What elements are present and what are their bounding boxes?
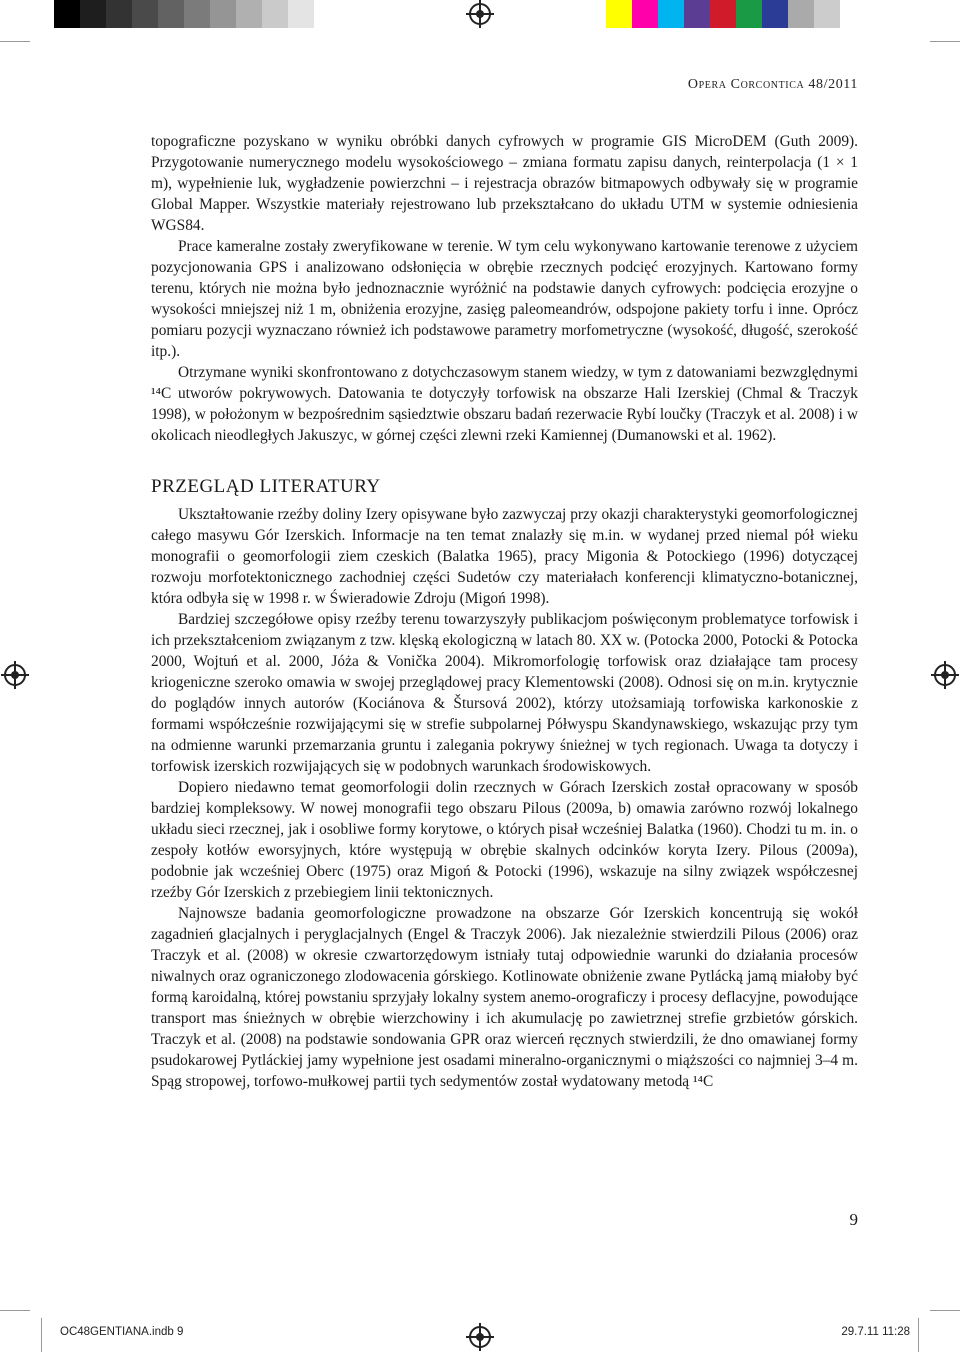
paragraph: Dopiero niedawno temat geomorfologii dolin rzecznych w Górach Izerskich został opracowany w sposób bardziej kompleksowy. W nowej monografii tego obszaru Pilous (2009a, b) omawia zarówno rozwój lokalnego układu sieci rzecznej, jak i osobliwe formy korytowe, o których pisał wcześniej Balatka (1960). Chodzi tu m. in. o zespoły kotłów eworsyjnych, które występują w obrębie skalnych odcinków koryta Izery. Pilous (2009a), podobnie jak wcześniej Oberc (1975) oraz Migoń & Potocki (1996), wskazuje na silny związek współczesnej rzeźby Gór Izerskich z przebiegiem linii tektonicznych. bbox=[151, 779, 858, 901]
color-swatch bbox=[814, 0, 840, 28]
crop-mark-bottom-left-vertical bbox=[41, 1318, 42, 1352]
gray-calibration-bar bbox=[54, 0, 314, 28]
registration-mark-right-icon bbox=[934, 664, 956, 686]
gray-swatch bbox=[262, 0, 288, 28]
color-swatch bbox=[710, 0, 736, 28]
paragraph: Prace kameralne zostały zweryfikowane w terenie. W tym celu wykonywano kartowanie terenowe z użyciem pozycjonowania GPS i analizowano odsłonięcia w obrębie rzecznych podcięć erozyjnych. Kartowano formy terenu, których nie można było jednoznacznie wyróżnić na podstawie danych cyfrowych: podcięcia erozyjne o wysokości mniejszej niż 1 m, obniżenia erozyjne, zasięg paleomeandrów, odspojone pakiety torfu i inne. Oprócz pomiaru pozycji wyznaczano również ich podstawowe parametry morfometryczne (wysokość, długość, szerokość itp.). bbox=[151, 238, 858, 360]
color-swatch bbox=[762, 0, 788, 28]
color-swatch bbox=[606, 0, 632, 28]
crop-mark-bottom-left bbox=[0, 1310, 30, 1311]
gray-swatch bbox=[210, 0, 236, 28]
gray-swatch bbox=[236, 0, 262, 28]
crop-mark-top-left bbox=[0, 41, 30, 42]
registration-mark-left-icon bbox=[4, 664, 26, 686]
gray-swatch bbox=[132, 0, 158, 28]
gray-swatch bbox=[288, 0, 314, 28]
registration-mark-bottom-icon bbox=[469, 1326, 491, 1348]
color-swatch bbox=[736, 0, 762, 28]
slug-datetime: 29.7.11 11:28 bbox=[841, 1326, 910, 1338]
gray-swatch bbox=[184, 0, 210, 28]
paragraph: Otrzymane wyniki skonfrontowano z dotychczasowym stanem wiedzy, w tym z datowaniami bezwzględnymi ¹⁴C utworów pokrywowych. Datowania te dotyczyły torfowisk na obszarze Hali Izerskiej (Chmal & Traczyk 1998), w położonym w bezpośrednim sąsiedztwie obszaru badań rezerwacie Rybí loučky (Traczyk et al. 2008) i w okolicach nieodległych Jakuszyc, w górnej części zlewni rzeki Kamiennej (Dumanowski et al. 1962). bbox=[151, 364, 858, 444]
color-swatch bbox=[684, 0, 710, 28]
gray-swatch bbox=[80, 0, 106, 28]
section-title: PRZEGLĄD LITERATURY bbox=[151, 476, 381, 497]
paragraph: Bardziej szczegółowe opisy rzeźby terenu towarzyszyły publikacjom poświęconym problematyce torfowisk i ich przekształceniom związanym z tzw. klęską ekologiczną w latach 80. XX w. (Potocka 2000, Potocki & Potocka 2000, Wojtuń et al. 2000, Jóża & Vonička 2004). Mikromorfologię torfowisk oraz działające tam procesy kriogeniczne szeroko omawia w swojej przeglądowej pracy Klementowski (2008). Odnosi się on m.in. krytycznie do poglądów innych autorów (Kociánova & Štursová 2002), którzy utożsamiają torfowiska karkonoskie z formami współcześnie rozwijającymi się w strefie subpolarnej Półwyspu Skandynawskiego, wskazując przy tym na odmienne warunki przemarzania gruntu i zalegania pokrywy śnieżnej w tych regionach. Uwaga ta dotyczy i torfowisk izerskich rozwijających się w podobnych warunkach środowiskowych. bbox=[151, 611, 858, 775]
gray-swatch bbox=[106, 0, 132, 28]
body-text bbox=[151, 131, 858, 1092]
crop-mark-bottom-right bbox=[930, 1310, 960, 1311]
crop-mark-bottom-right-vertical bbox=[918, 1318, 919, 1352]
gray-swatch bbox=[158, 0, 184, 28]
slug-file-name: OC48GENTIANA.indb 9 bbox=[60, 1326, 184, 1338]
color-calibration-bar bbox=[606, 0, 840, 28]
color-swatch bbox=[658, 0, 684, 28]
gray-swatch bbox=[54, 0, 80, 28]
page-number: 9 bbox=[849, 1210, 858, 1229]
registration-mark-top-icon bbox=[469, 3, 491, 25]
running-head: Opera Corcontica 48/2011 bbox=[687, 77, 858, 92]
color-swatch bbox=[632, 0, 658, 28]
crop-mark-top-right bbox=[930, 41, 960, 42]
paragraph: Ukształtowanie rzeźby doliny Izery opisywane było zazwyczaj przy okazji charakterystyki geomorfologicznej całego masywu Gór Izerskich. Informacje na ten temat znalazły się m.in. w wydanej przed niemal pół wieku monografii o geomorfologii ziem czeskich (Balatka 1965), pracy Migonia & Potockiego (1996) dotyczącej rozwoju morfotektonicznego zachodniej części Sudetów czy materiałach konferencji klimatyczno-botanicznej, która odbyła się w 1998 r. w Świeradowie Zdroju (Migoń 1998). bbox=[151, 506, 858, 607]
paragraph: Najnowsze badania geomorfologiczne prowadzone na obszarze Gór Izerskich koncentrują się wokół zagadnień glacjalnych i peryglacjalnych (Engel & Traczyk 2006). Jak niezależnie stwierdzili Pilous (2006) oraz Traczyk et al. (2008) w okresie czwartorzędowym istniały tutaj odpowiednie warunki do działania procesów niwalnych oraz ograniczonego zlodowacenia górskiego. Kotlinowate obniżenie zwane Pytlácką jamą miałoby być formą karoidalną, której powstaniu sprzyjały lokalny system anemo-orograficzy i procesy deflacyjne, powodujące transport mas śnieżnych w obrębie wierzchowiny i ich akumulację po zawietrznej strefie grzbietów górskich. Traczyk et al. (2008) na podstawie sondowania GPR oraz wierceń ręcznych stwierdzili, że dno omawianej formy psudokarowej Pytláckiej jamy wypełnione jest osadami mineralno-organicznymi o miąższości co najmniej 3–4 m. Spąg stropowej, torfowo-mułkowej partii tych sedymentów został wydatowany metodą ¹⁴C bbox=[151, 905, 858, 1090]
paragraph: topograficzne pozyskano w wyniku obróbki danych cyfrowych w programie GIS MicroDEM (Guth 2009). Przygotowanie numerycznego modelu wysokościowego – zmiana formatu zapisu danych, reinterpolacja (1 × 1 m), wypełnienie luk, wygładzenie powierzchni – i rejestracja obrazów bitmapowych odbywały się w programie Global Mapper. Wszystkie materiały rejestrowano lub przekształcano do układu UTM w systemie odniesienia WGS84. bbox=[151, 133, 858, 234]
color-swatch bbox=[788, 0, 814, 28]
